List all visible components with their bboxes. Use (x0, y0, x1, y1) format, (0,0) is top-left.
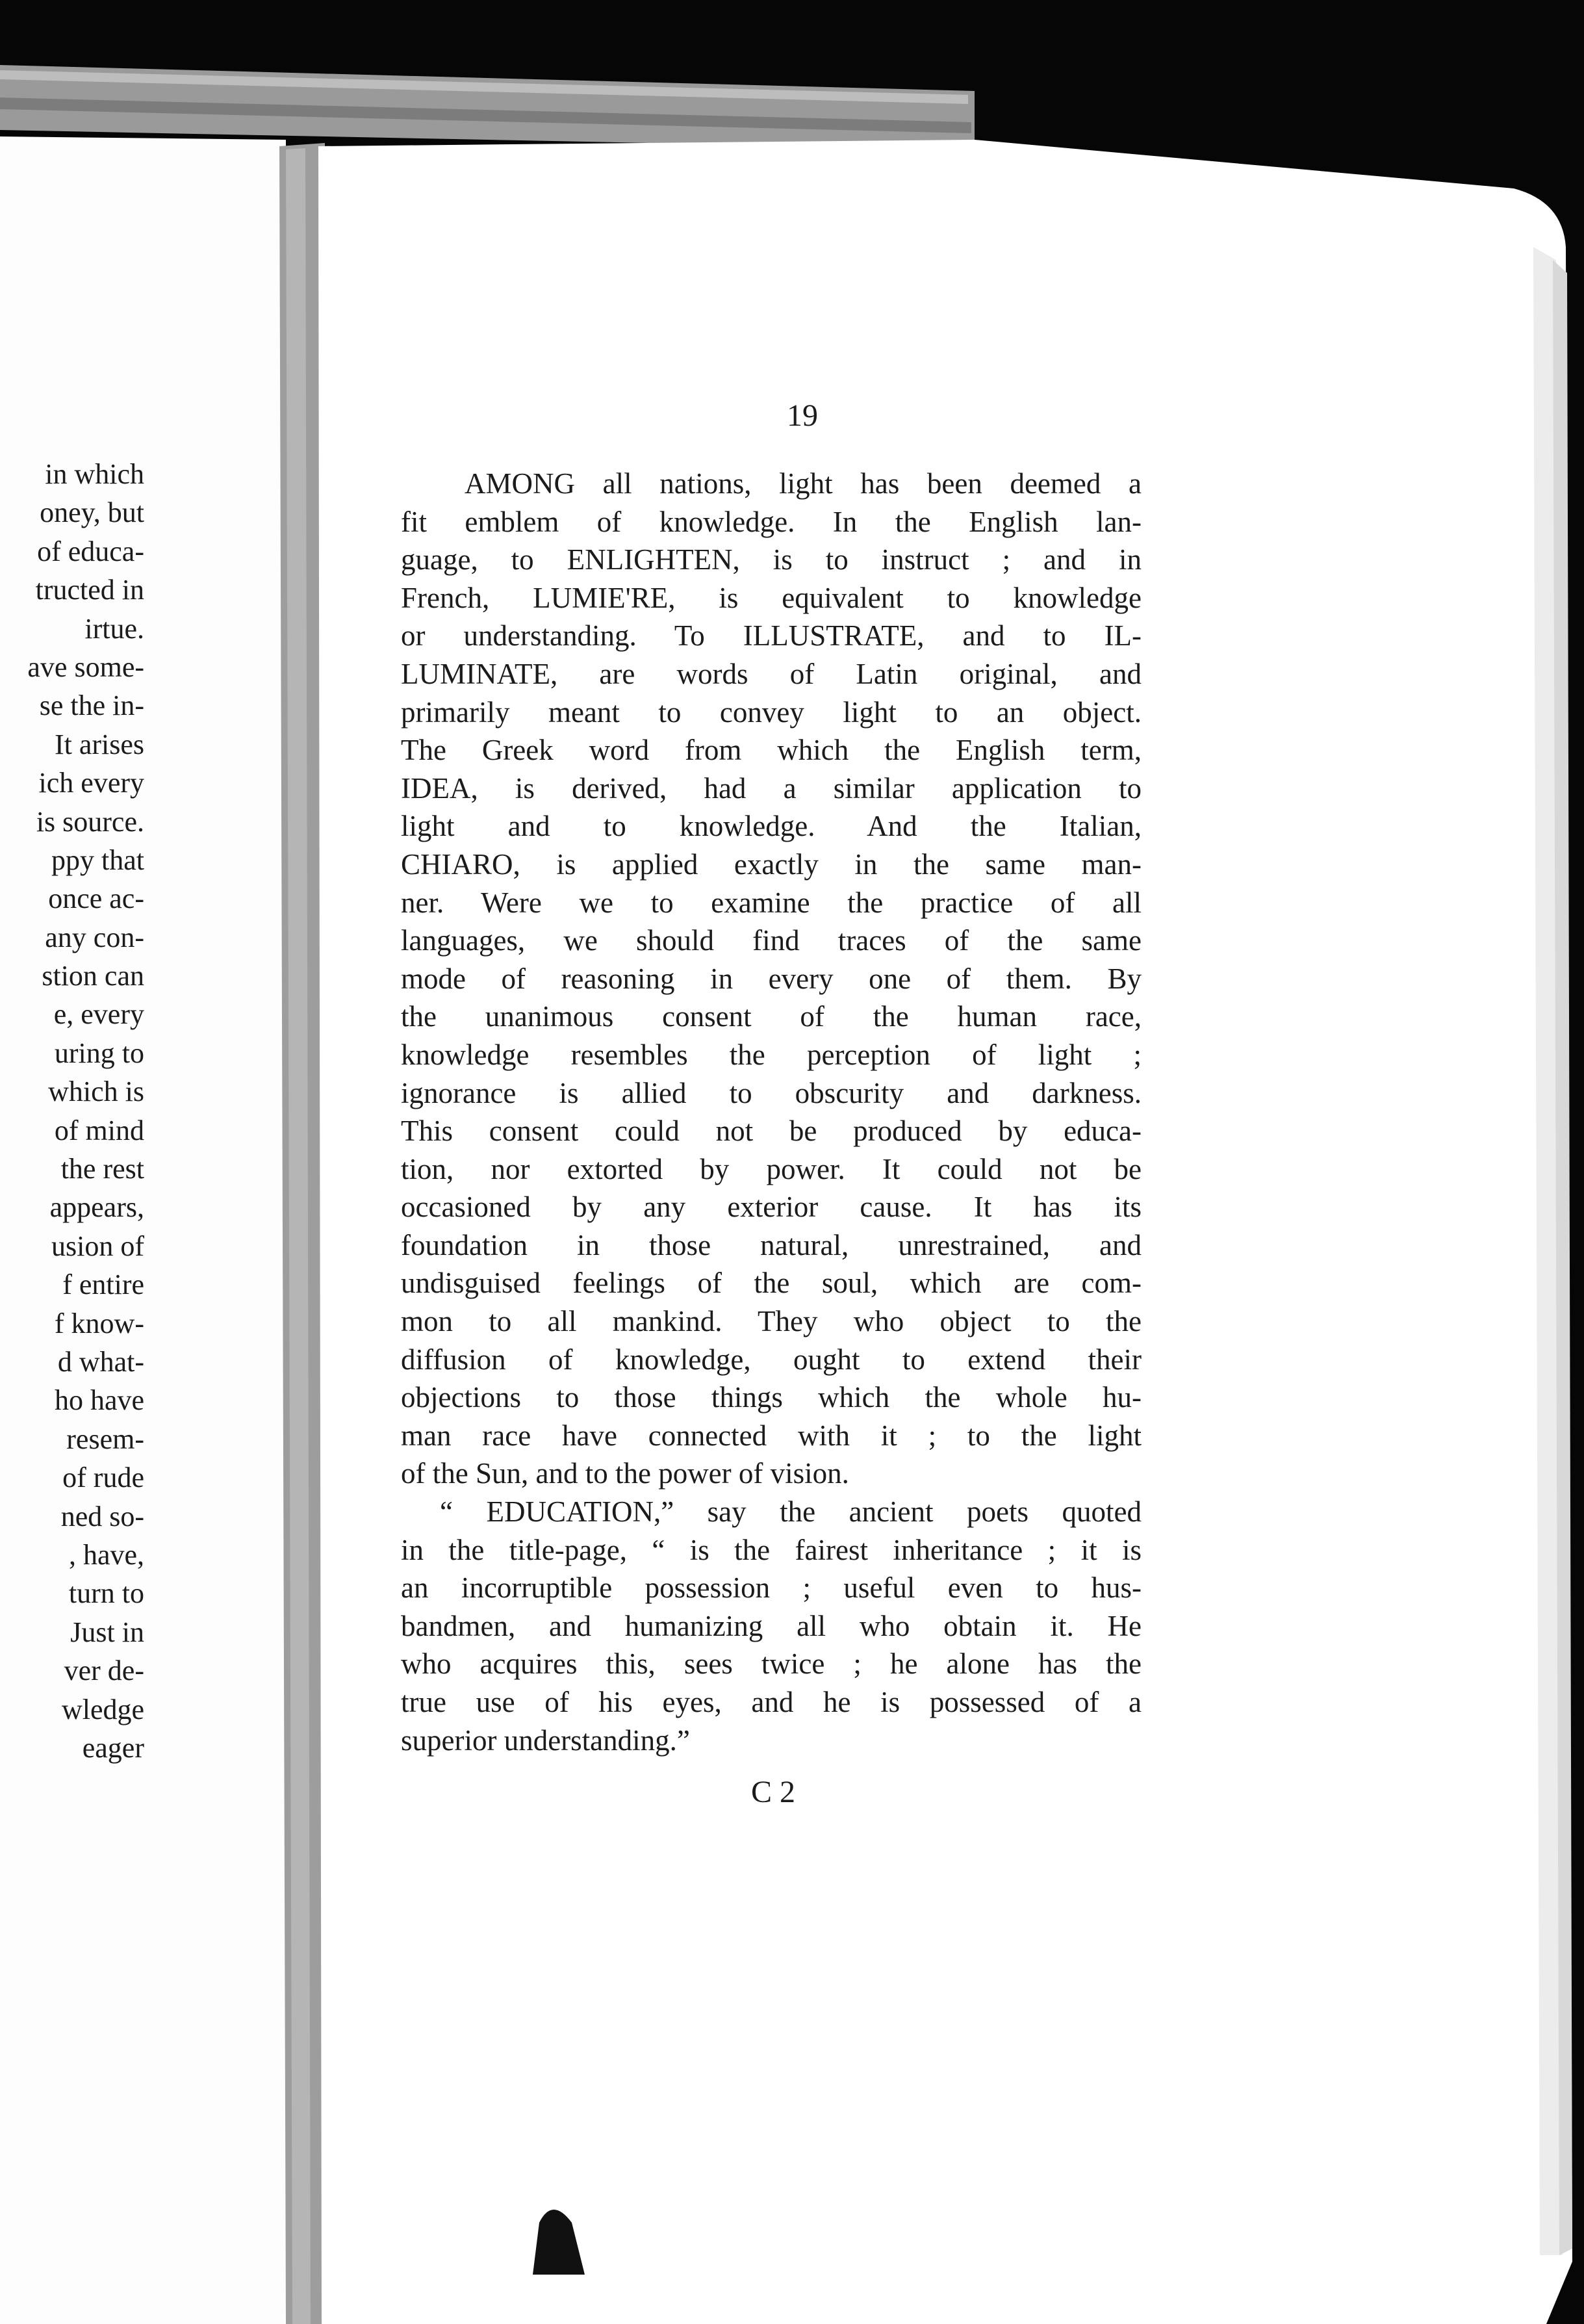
text-line: ner. Were we to examine the practice of all (401, 886, 1142, 919)
left-page-line: It arises (54, 728, 144, 760)
text-line: tion, nor extorted by power. It could not be (401, 1152, 1142, 1185)
left-page-line: tructed in (35, 574, 144, 606)
left-page-text (0, 455, 144, 1767)
left-page-line: is source. (36, 805, 144, 838)
text-line: guage, to ENLIGHTEN, is to instruct ; and in (401, 543, 1142, 576)
text-line: This consent could not be produced by educa- (401, 1115, 1142, 1148)
left-page-line: of educa- (37, 535, 144, 567)
text-line: languages, we should find traces of the same (401, 924, 1142, 957)
left-page-line: any con- (45, 921, 144, 953)
left-page-line: of rude (62, 1462, 144, 1494)
left-page-line: f know- (54, 1307, 144, 1339)
text-line: the unanimous consent of the human race, (401, 1000, 1142, 1033)
text-line: mon to all mankind. They who object to the (401, 1305, 1142, 1338)
left-page-line: in which (45, 458, 144, 490)
left-page-line: usion of (51, 1230, 144, 1262)
left-page-line: turn to (68, 1577, 144, 1610)
text-line: or understanding. To ILLUSTRATE, and to IL- (401, 619, 1142, 652)
text-line: primarily meant to convey light to an object. (401, 695, 1142, 729)
left-page-line: f entire (62, 1269, 144, 1301)
text-line: an incorruptible possession ; useful even to hus- (401, 1571, 1142, 1605)
left-page-line: which is (48, 1076, 144, 1108)
left-page-line: ich every (38, 767, 144, 799)
text-line: foundation in those natural, unrestrained, and (401, 1228, 1142, 1261)
text-line: who acquires this, sees twice ; he alone has the (401, 1647, 1142, 1681)
left-page-line: ho have (54, 1384, 144, 1417)
text-line: objections to those things which the whole hu- (401, 1381, 1142, 1414)
left-page-line: eager (82, 1731, 144, 1764)
text-line: IDEA, is derived, had a similar application to (401, 771, 1142, 805)
text-line: of the Sun, and to the power of vision. (401, 1457, 849, 1490)
left-page-line: resem- (66, 1423, 144, 1455)
text-line: The Greek word from which the English term, (401, 734, 1142, 767)
text-line: undisguised feelings of the soul, which are com- (401, 1267, 1142, 1300)
text-line: bandmen, and humanizing all who obtain it. He (401, 1609, 1142, 1642)
left-page-line: e, every (53, 998, 144, 1031)
left-page-line: appears, (49, 1191, 144, 1224)
text-line: superior understanding.” (401, 1724, 690, 1757)
text-line: man race have connected with it ; to the light (401, 1419, 1142, 1452)
left-page-line: uring to (54, 1037, 144, 1069)
left-page-line: the rest (60, 1153, 144, 1185)
text-line: mode of reasoning in every one of them. By (401, 962, 1142, 995)
text-line: true use of his eyes, and he is possessed of a (401, 1686, 1142, 1718)
left-page-line: d what- (57, 1345, 144, 1378)
left-page-line: ave some- (27, 651, 144, 683)
text-line: “ EDUCATION,” say the ancient poets quoted (440, 1495, 1142, 1529)
left-page-line: se the in- (39, 690, 144, 722)
text-line: in the title-page, “ is the fairest inheritance ; it is (401, 1533, 1142, 1566)
main-text (401, 465, 1142, 1759)
left-page-line: of mind (54, 1114, 144, 1146)
text-line: light and to knowledge. And the Italian, (401, 810, 1142, 843)
text-line: diffusion of knowledge, ought to extend their (401, 1343, 1142, 1376)
left-page-line: wledge (61, 1693, 144, 1725)
left-page-line: , have, (68, 1538, 144, 1571)
left-page-line: ppy that (51, 844, 144, 876)
text-line: fit emblem of knowledge. In the English lan- (401, 505, 1142, 538)
left-page-line: ver de- (64, 1655, 144, 1687)
page-number: 19 (787, 398, 818, 433)
text-line: AMONG all nations, light has been deemed a (465, 467, 1142, 500)
left-page-line: once ac- (48, 883, 144, 915)
left-page-line: irtue. (84, 612, 144, 645)
signature-mark: C 2 (750, 1775, 795, 1809)
left-page-line: oney, but (40, 497, 144, 529)
text-line: ignorance is allied to obscurity and darkness. (401, 1076, 1142, 1109)
text-line: knowledge resembles the perception of light ; (401, 1038, 1142, 1071)
text-line: CHIARO, is applied exactly in the same man- (401, 847, 1142, 881)
text-line: occasioned by any exterior cause. It has its (401, 1191, 1142, 1224)
text-line: LUMINATE, are words of Latin original, and (401, 657, 1142, 690)
text-line: French, LUMIE'RE, is equivalent to knowledge (401, 581, 1142, 614)
left-page-line: stion can (42, 960, 144, 992)
left-page-line: ned so- (60, 1500, 144, 1532)
left-page-line: Just in (70, 1616, 144, 1648)
